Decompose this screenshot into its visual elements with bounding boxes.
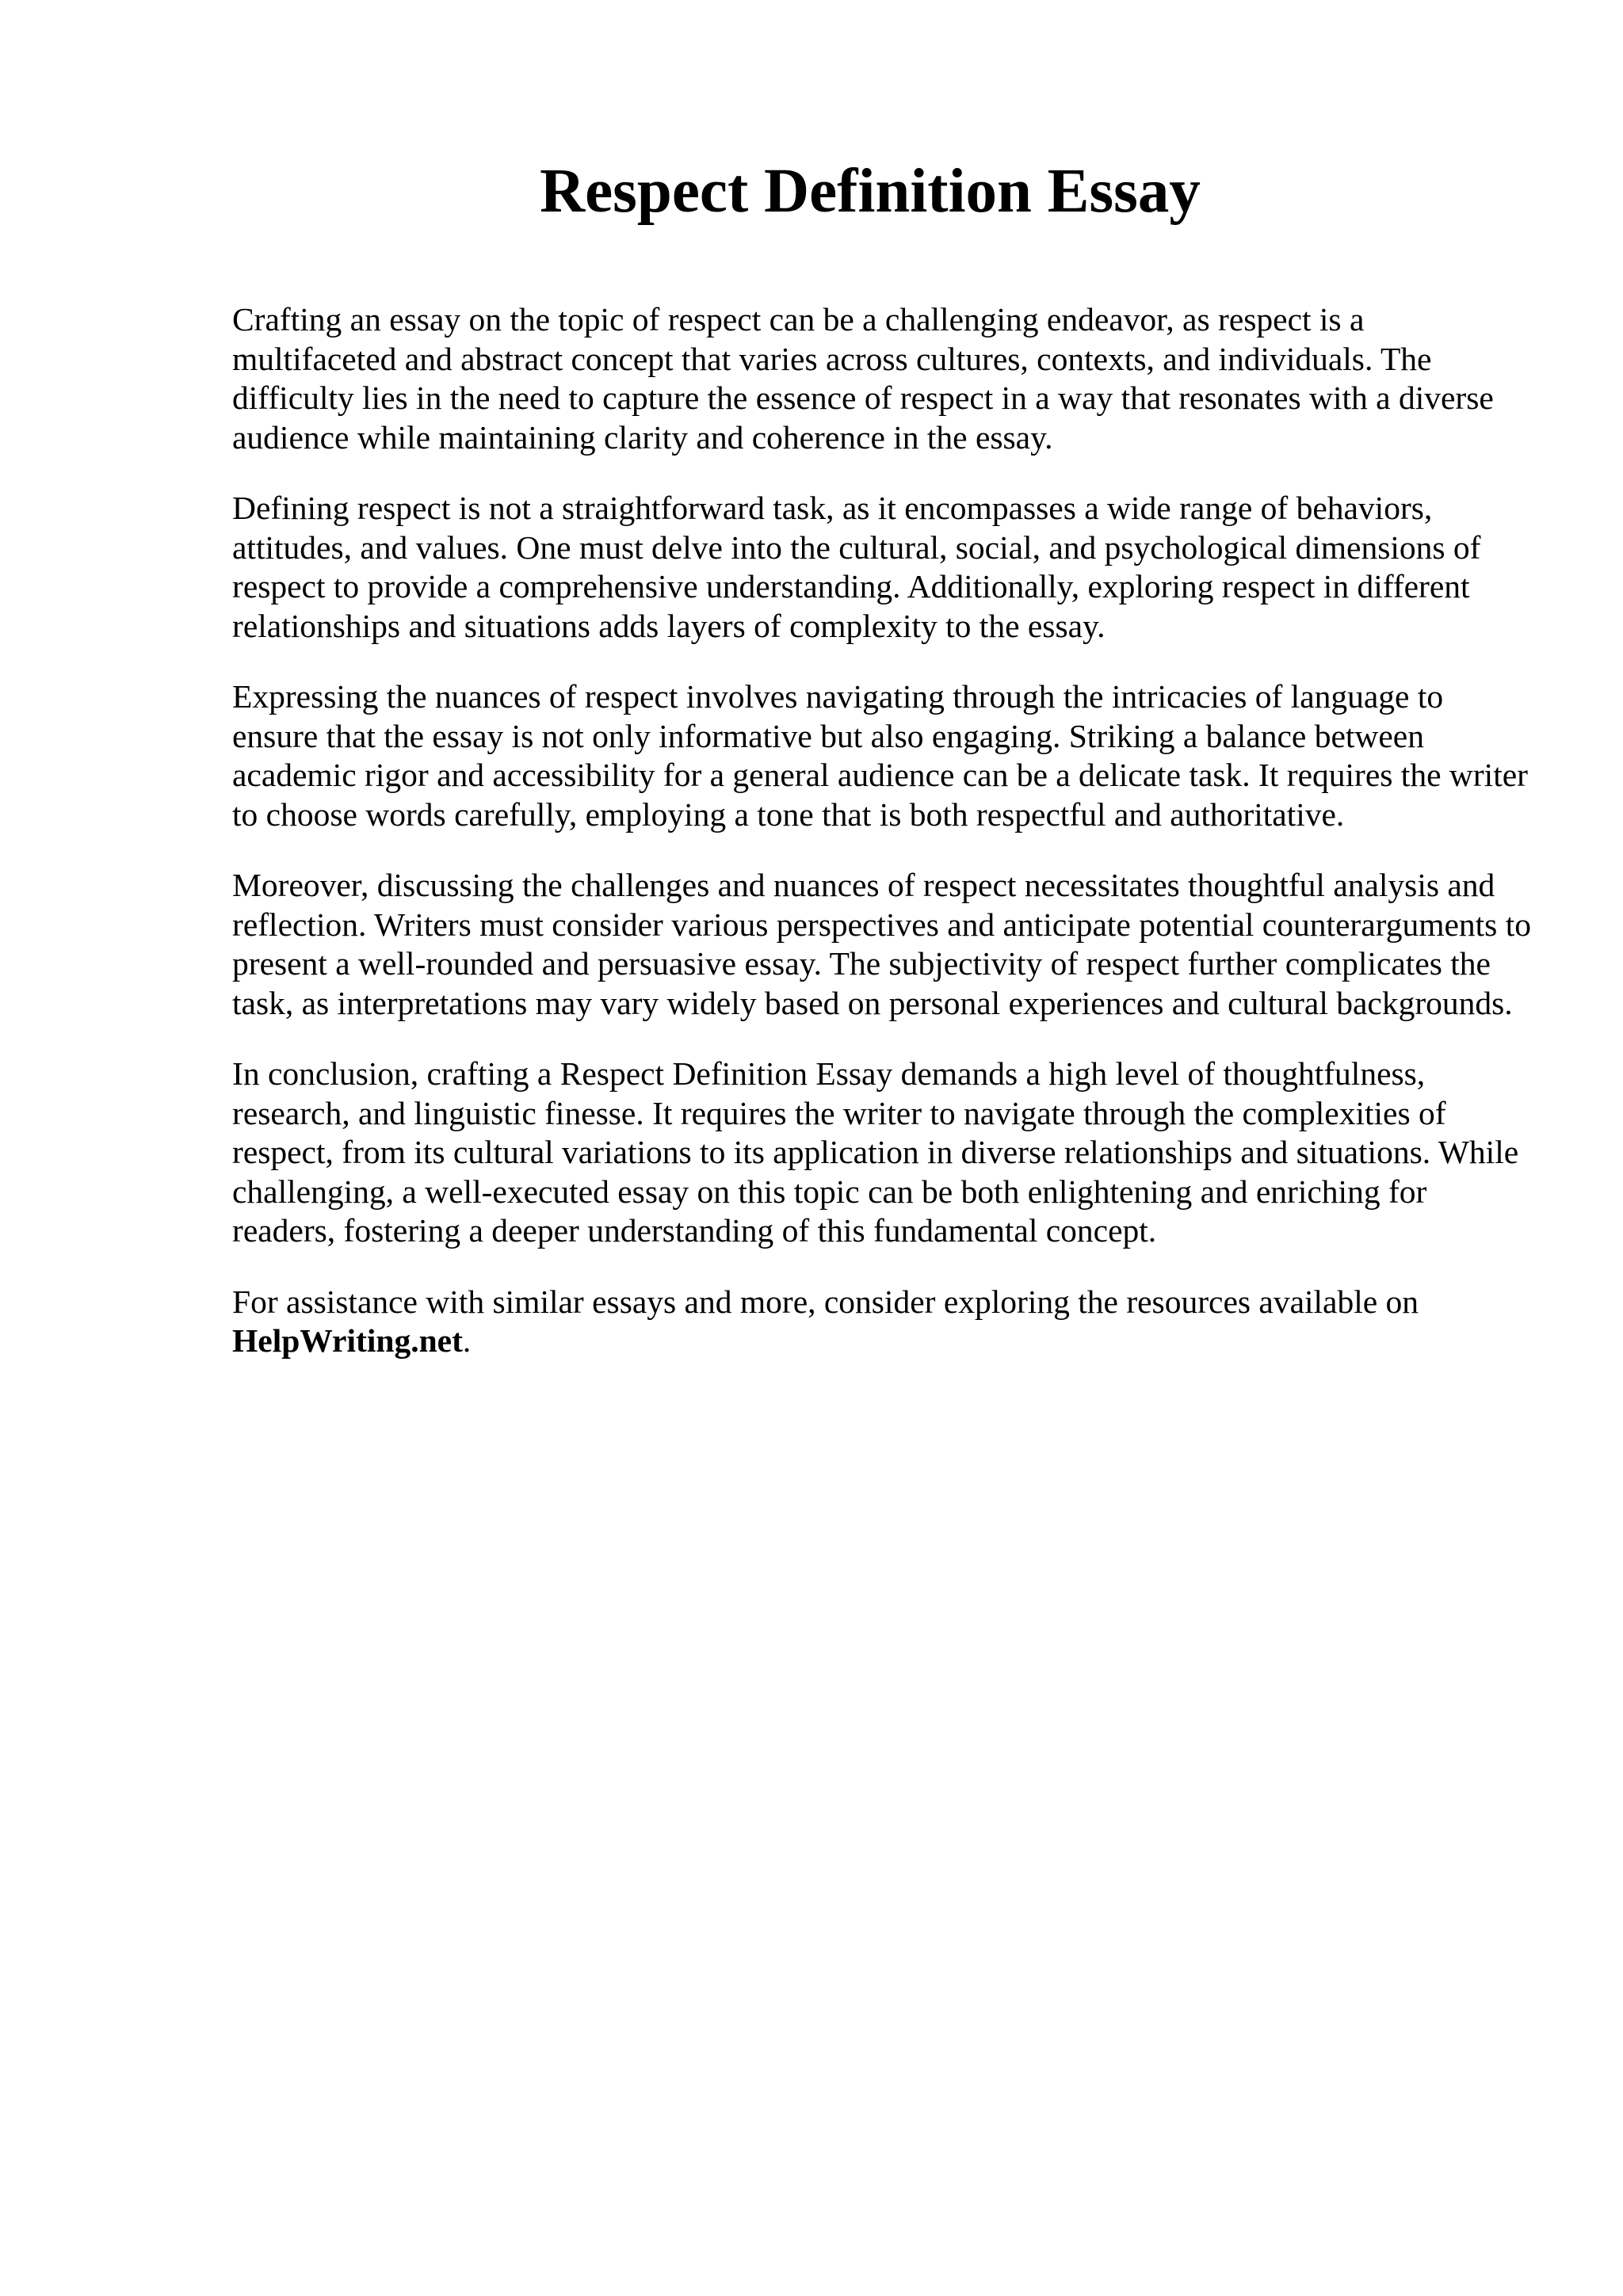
document-title: Respect Definition Essay <box>540 157 1201 226</box>
paragraph-1: Crafting an essay on the topic of respect can be a challenging endeavor, as respect is a multifaceted and abstract concept that varies across cultures, contexts, and individuals. The difficulty lies in the need to capture the essence of respect in a way that resonates with a diverse audience while maintaining clarity and coherence in the essay. <box>232 301 1494 456</box>
paragraph-2: Defining respect is not a straightforward task, as it encompasses a wide range of behaviors, attitudes, and values. One must delve into the cultural, social, and psychological dimensions of respect to provide a comprehensive understanding. Additionally, exploring respect in different relationships and situations adds layers of complexity to the essay. <box>232 490 1481 644</box>
closing-paragraph <box>232 1283 1532 1361</box>
paragraph-5: In conclusion, crafting a Respect Definition Essay demands a high level of thoughtfulness, research, and linguistic finesse. It requires the writer to navigate through the complexities of respect, from its cultural variations to its application in diverse relationships and situations. While challenging, a well-executed essay on this topic can be both enlightening and enriching for readers, fostering a deeper understanding of this fundamental concept. <box>232 1055 1519 1249</box>
closing-text: For assistance with similar essays and more, consider exploring the resources available on <box>232 1283 1419 1320</box>
helpwriting-link[interactable]: HelpWriting.net <box>232 1322 463 1359</box>
paragraph-3: Expressing the nuances of respect involves navigating through the intricacies of language to ensure that the essay is not only informative but also engaging. Striking a balance between academic rigor and accessibility for a general audience can be a delicate task. It requires the writer to choose words carefully, employing a tone that is both respectful and authoritative. <box>232 678 1528 833</box>
paragraph-4: Moreover, discussing the challenges and nuances of respect necessitates thoughtful analysis and reflection. Writers must consider various perspectives and anticipate potential counterarguments to present a well-rounded and persuasive essay. The subjectivity of respect further complicates the task, as interpretations may vary widely based on personal experiences and cultural backgrounds. <box>232 867 1531 1021</box>
document-body <box>232 300 1532 1393</box>
closing-period: . <box>462 1322 472 1359</box>
